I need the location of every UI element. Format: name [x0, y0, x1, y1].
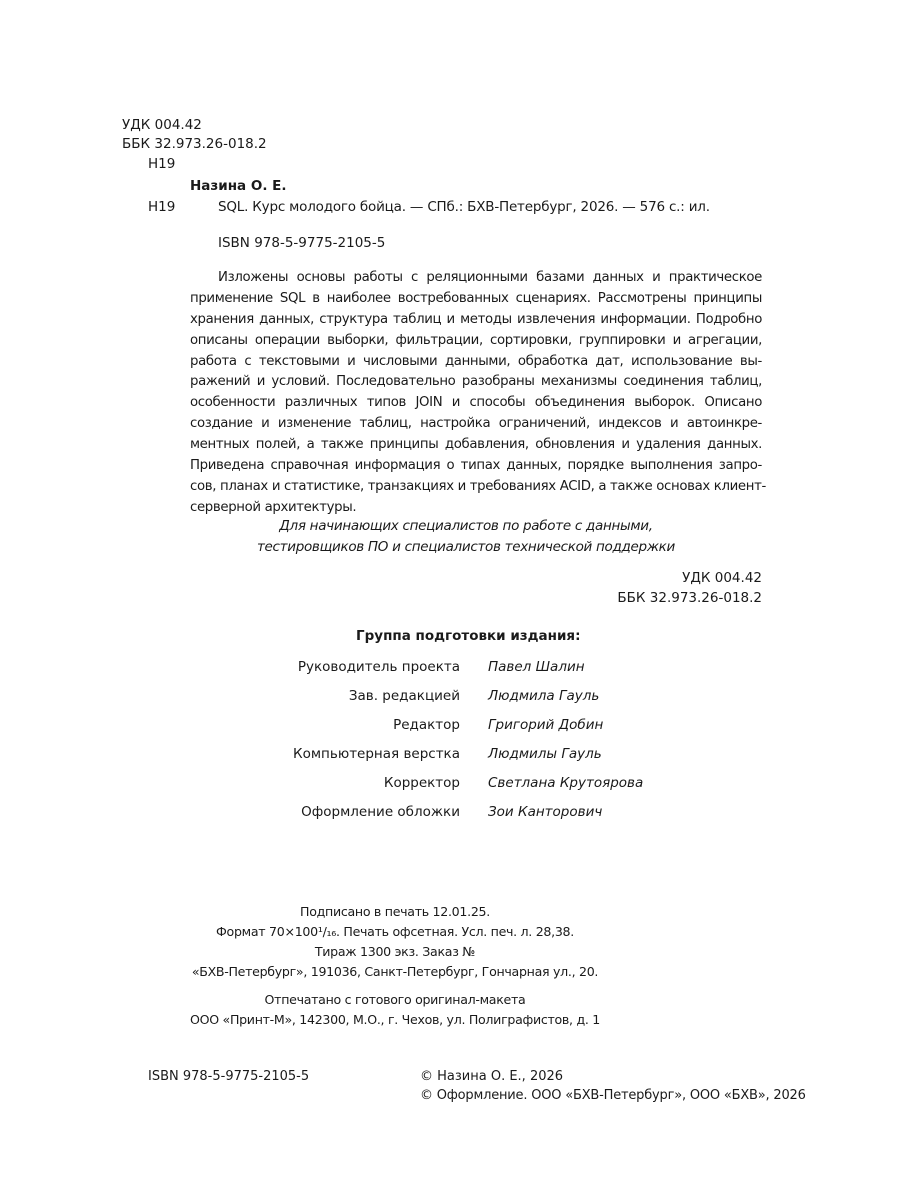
abstract-line: применение SQL в наиболее востребованных сценариях. Рассмотрены принципы	[190, 290, 762, 306]
abstract-line: создание и изменение таблиц, настройка ограничений, индексов и автоинкре-	[190, 416, 762, 432]
copyright-design: © Оформление. ООО «БХВ-Петербург», ООО «БХВ», 2026	[420, 1088, 806, 1103]
abstract-line: работа с текстовыми и числовыми данными, обработка дат, использование вы-	[190, 353, 762, 369]
team-member-name: Зои Канторович	[488, 804, 603, 820]
team-title: Группа подготовки издания:	[356, 628, 581, 644]
abstract-line: ментных полей, а также принципы добавления, обновления и удаления данных.	[190, 437, 762, 453]
team-role: Зав. редакцией	[348, 688, 460, 704]
udk-code: УДК 004.42	[122, 117, 202, 133]
copyright-author: © Назина О. Е., 2026	[420, 1069, 564, 1084]
author-name: Назина О. Е.	[190, 178, 287, 194]
abstract-line: Изложены основы работы с реляционными базами данных и практическое	[218, 270, 762, 285]
team-member-name: Павел Шалин	[488, 659, 585, 675]
imprint-publisher: «БХВ-Петербург», 191036, Санкт-Петербург, Гончарная ул., 20.	[191, 964, 599, 979]
team-role: Оформление обложки	[301, 804, 460, 820]
audience-line: тестировщиков ПО и специалистов технической поддержки	[256, 539, 676, 555]
bibliographic-title: SQL. Курс молодого бойца. — СПб.: БХВ-Петербург, 2026. — 576 с.: ил.	[218, 199, 710, 215]
author-mark: Н19	[148, 156, 176, 172]
team-role: Руководитель проекта	[297, 659, 460, 675]
imprint-format: Формат 70×100¹/₁₆. Печать офсетная. Усл. печ. л. 28,38.	[216, 924, 574, 939]
footer-isbn: ISBN 978-5-9775-2105-5	[148, 1069, 310, 1084]
udk-code-right: УДК 004.42	[682, 570, 762, 586]
imprint-printed-from: Отпечатано с готового оригинал-макета	[264, 992, 526, 1007]
abstract-line: ражений и условий. Последовательно разобраны механизмы соединения таблиц,	[190, 374, 762, 390]
abstract-line: хранения данных, структура таблиц и методы извлечения информации. Подробно	[190, 311, 762, 327]
isbn: ISBN 978-5-9775-2105-5	[218, 235, 386, 251]
imprint-signed: Подписано в печать 12.01.25.	[300, 904, 490, 919]
imprint-run: Тираж 1300 экз. Заказ №	[314, 944, 476, 959]
team-member-name: Григорий Добин	[488, 717, 604, 733]
abstract-line: описаны операции выборки, фильтрации, сортировки, группировки и агрегации,	[190, 332, 762, 348]
abstract-line: Приведена справочная информация о типах данных, порядке выполнения запро-	[190, 458, 762, 474]
team-member-name: Людмила Гауль	[488, 688, 600, 704]
author-mark-bib: Н19	[148, 199, 176, 215]
bbk-code-right: ББК 32.973.26-018.2	[617, 590, 762, 606]
abstract	[190, 268, 766, 519]
bbk-code: ББК 32.973.26-018.2	[122, 136, 267, 152]
abstract-line: сов, планах и статистике, транзакциях и требованиях ACID, а также основах клиент-	[190, 478, 766, 494]
team-role: Компьютерная верстка	[293, 746, 460, 762]
team-member-name: Людмилы Гауль	[488, 746, 602, 762]
team-role: Редактор	[393, 717, 460, 733]
team-role: Корректор	[383, 775, 460, 791]
team-member-name: Светлана Крутоярова	[488, 775, 644, 791]
imprint-printer: ООО «Принт-М», 142300, М.О., г. Чехов, ул. Полиграфистов, д. 1	[190, 1012, 600, 1027]
audience-line: Для начинающих специалистов по работе с данными,	[279, 518, 653, 534]
abstract-line: серверной архитектуры.	[190, 499, 357, 515]
abstract-line: особенности различных типов JOIN и способы объединения выборок. Описано	[190, 395, 762, 411]
